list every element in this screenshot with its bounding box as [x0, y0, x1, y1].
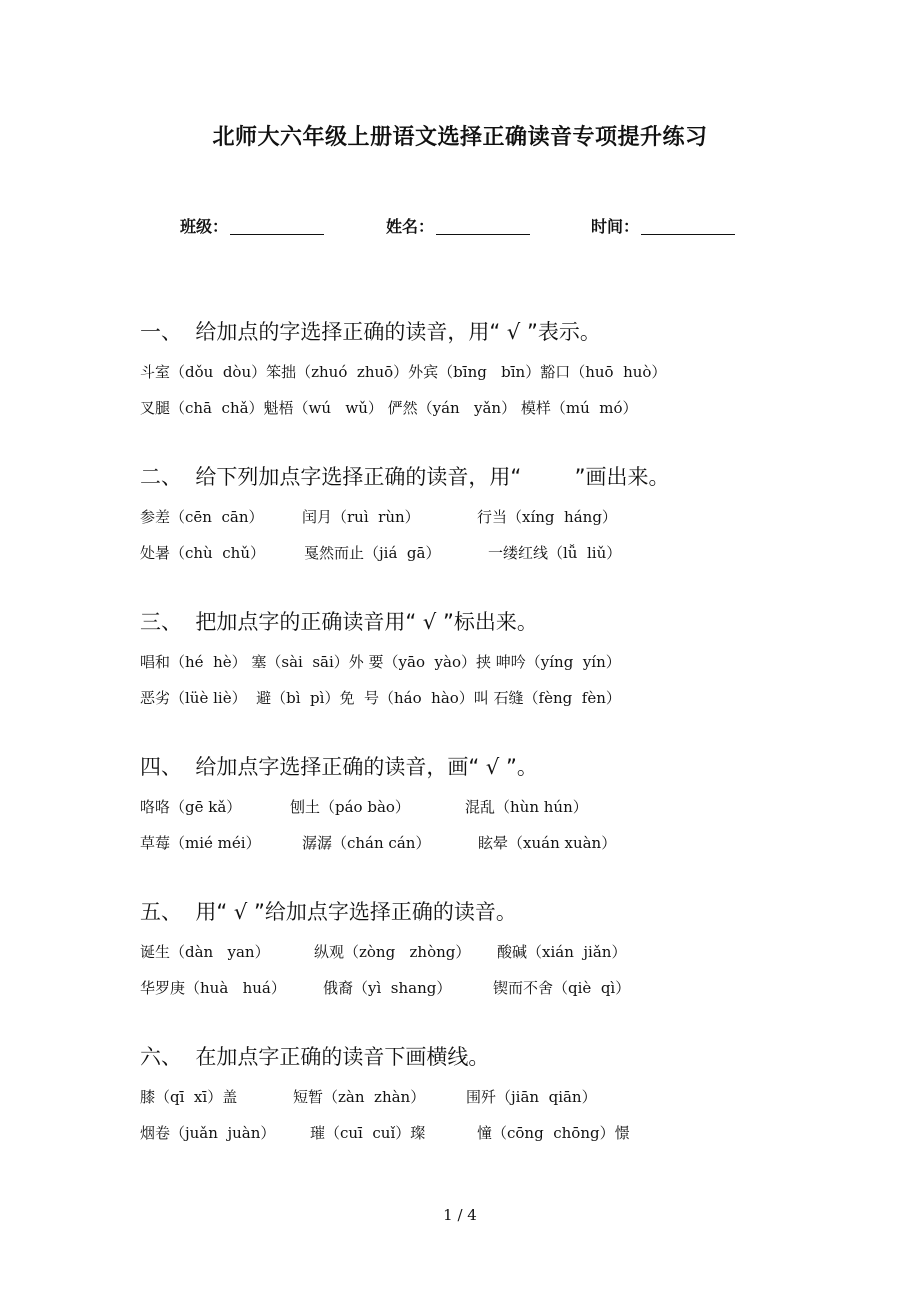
exercise-item: 憧（cōng chōng）憬	[477, 1124, 630, 1142]
exercise-item: 刨土（páo bào）	[290, 798, 410, 816]
section-2-row-2	[140, 542, 622, 564]
document-title: 北师大六年级上册语文选择正确读音专项提升练习	[212, 125, 708, 150]
name-label: 姓名：	[386, 217, 435, 236]
exercise-item: 围歼（jiān qiān）	[466, 1088, 597, 1106]
exercise-item: 诞生（dàn yan）	[140, 943, 270, 961]
exercise-item: 恶劣（lüè liè） 避（bì pì）免 号（háo hào）叫 石缝（fèng fèn）	[140, 689, 621, 707]
section-1-row-1	[140, 361, 667, 383]
class-field	[180, 214, 324, 237]
section-4-row-2	[140, 832, 617, 854]
section-3-row-1	[140, 651, 621, 673]
section-4-heading: 四、 给加点字选择正确的读音，画“ √ ”。	[140, 755, 538, 779]
page-indicator: 1 / 4	[443, 1206, 477, 1224]
exercise-item: 璀（cuī cuǐ）璨	[310, 1124, 426, 1142]
section-3-row-2	[140, 687, 621, 709]
exercise-item: 眩晕（xuán xuàn）	[478, 834, 617, 852]
time-blank[interactable]	[641, 218, 735, 235]
exercise-item: 行当（xíng háng）	[477, 508, 617, 526]
section-4-row-1	[140, 796, 588, 818]
exercise-item: 参差（cēn cān）	[140, 508, 264, 526]
name-field	[386, 214, 530, 237]
class-blank[interactable]	[230, 218, 324, 235]
class-label: 班级：	[180, 217, 229, 236]
section-2-row-1	[140, 506, 617, 528]
exercise-item: 纵观（zòng zhòng）	[314, 943, 471, 961]
section-2-heading: 二、 给下列加点字选择正确的读音，用“ ”画出来。	[140, 465, 670, 489]
exercise-item: 草莓（mié méi）	[140, 834, 261, 852]
exercise-item: 华罗庚（huà huá）	[140, 979, 286, 997]
exercise-item: 闰月（ruì rùn）	[302, 508, 420, 526]
exercise-item: 酸碱（xián jiǎn）	[497, 943, 627, 961]
exercise-item: 潺潺（chán cán）	[302, 834, 431, 852]
exercise-item: 斗室（dǒu dòu）笨拙（zhuó zhuō）外宾（bīng bīn）豁口（huō huò）	[140, 363, 667, 381]
time-label: 时间：	[591, 217, 640, 236]
exercise-item: 俄裔（yì shang）	[323, 979, 452, 997]
exercise-item: 唱和（hé hè） 塞（sài sāi）外 要（yāo yào）挟 呻吟（yíng yín）	[140, 653, 621, 671]
exercise-item: 膝（qī xī）盖	[140, 1088, 238, 1106]
exercise-item: 咯咯（gē kǎ）	[140, 798, 242, 816]
section-6-row-2	[140, 1122, 630, 1144]
exercise-item: 锲而不舍（qiè qì）	[493, 979, 631, 997]
exercise-item: 叉腿（chā chǎ）魁梧（wú wǔ） 俨然（yán yǎn） 模样（mú mó）	[140, 399, 638, 417]
exercise-item: 短暂（zàn zhàn）	[293, 1088, 426, 1106]
section-6-heading: 六、 在加点字正确的读音下画横线。	[140, 1045, 490, 1069]
name-blank[interactable]	[436, 218, 530, 235]
section-5-row-2	[140, 977, 631, 999]
time-field	[591, 214, 735, 237]
section-6-row-1	[140, 1086, 597, 1108]
exercise-item: 烟卷（juǎn juàn）	[140, 1124, 276, 1142]
section-1-heading: 一、 给加点的字选择正确的读音，用“ √ ”表示。	[140, 320, 601, 344]
section-3-heading: 三、 把加点字的正确读音用“ √ ”标出来。	[140, 610, 538, 634]
exercise-item: 混乱（hùn hún）	[465, 798, 588, 816]
section-1-row-2	[140, 397, 638, 419]
exercise-item: 戛然而止（jiá gā）	[304, 544, 441, 562]
exercise-item: 一缕红线（lǚ liǔ）	[488, 544, 622, 562]
section-5-heading: 五、 用“ √ ”给加点字选择正确的读音。	[140, 900, 517, 924]
section-5-row-1	[140, 941, 627, 963]
exercise-item: 处暑（chù chǔ）	[140, 544, 265, 562]
